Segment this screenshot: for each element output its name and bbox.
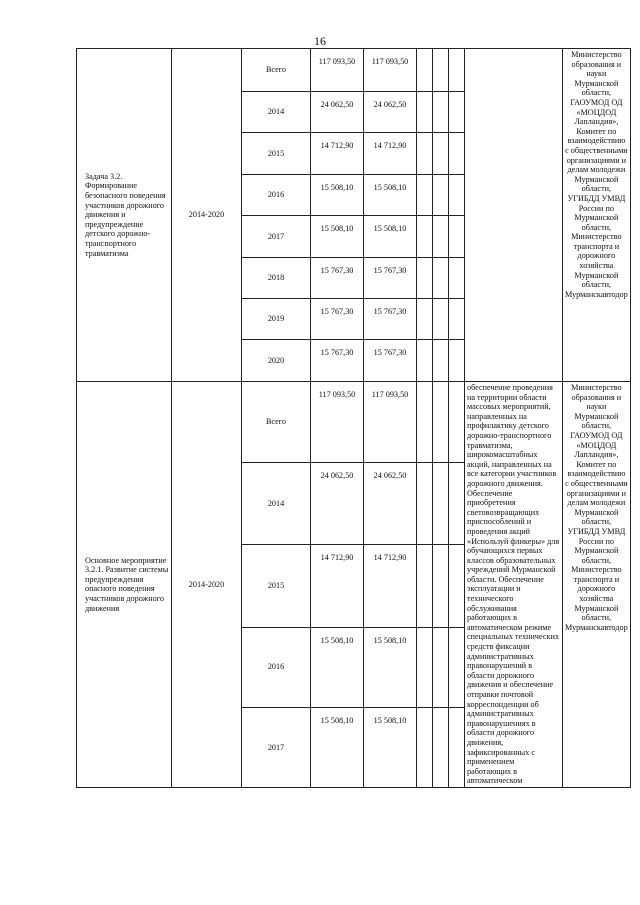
local-budget-cell (433, 463, 449, 544)
federal-budget-cell (417, 216, 433, 258)
regional-budget-cell: 15 767,30 (364, 258, 417, 299)
federal-budget-cell (417, 299, 433, 340)
total-cell: 24 062,50 (311, 92, 364, 133)
other-sources-cell (449, 340, 465, 382)
regional-budget-cell: 15 508,10 (364, 175, 417, 216)
total-cell: 117 093,50 (311, 49, 364, 92)
regional-budget-cell: 24 062,50 (364, 92, 417, 133)
federal-budget-cell (417, 463, 433, 544)
federal-budget-cell (417, 92, 433, 133)
local-budget-cell (433, 49, 449, 92)
total-cell: 15 508,10 (311, 707, 364, 787)
program-table (76, 48, 631, 788)
federal-budget-cell (417, 382, 433, 463)
local-budget-cell (433, 544, 449, 627)
result-description-cell (465, 49, 563, 382)
total-cell: 14 712,90 (311, 544, 364, 627)
other-sources-cell (449, 627, 465, 707)
total-cell: 15 767,30 (311, 340, 364, 382)
other-sources-cell (449, 92, 465, 133)
year-cell: 2015 (242, 133, 311, 175)
year-cell: 2016 (242, 175, 311, 216)
local-budget-cell (433, 299, 449, 340)
regional-budget-cell: 15 508,10 (364, 707, 417, 787)
total-cell: 117 093,50 (311, 382, 364, 463)
result-description-cell: обеспечение проведения на территории области массовых мероприятий, направленных на профилактику детского дорожно-транспортного травматизма, широкомасштабных акций, направленных на все категории участников дорожного движения. Обеспечение приобретения световозвращающих приспособлений и проведения акций «Используй фликеры» для обучающихся первых классов образовательных учреждений Мурманской области. Обеспечение эксплуатации и технического обслуживания работающих в автоматическом режиме специальных технических средств фиксации административных правонарушений в области дорожного движения и обеспечение отправки почтовой корреспонденции об административных правонарушениях в области дорожного движения, зафиксированных с применением работающих в автоматическом (465, 382, 563, 788)
local-budget-cell (433, 707, 449, 787)
other-sources-cell (449, 544, 465, 627)
other-sources-cell (449, 258, 465, 299)
regional-budget-cell: 15 767,30 (364, 299, 417, 340)
page-number: 16 (314, 34, 326, 48)
regional-budget-cell: 14 712,90 (364, 544, 417, 627)
other-sources-cell (449, 707, 465, 787)
regional-budget-cell: 24 062,50 (364, 463, 417, 544)
period-cell: 2014-2020 (172, 382, 242, 788)
year-cell: 2016 (242, 627, 311, 707)
year-cell: 2019 (242, 299, 311, 340)
local-budget-cell (433, 627, 449, 707)
total-cell: 15 767,30 (311, 258, 364, 299)
year-cell: 2014 (242, 463, 311, 544)
other-sources-cell (449, 216, 465, 258)
total-cell: 15 508,10 (311, 216, 364, 258)
period-cell: 2014-2020 (172, 49, 242, 382)
year-cell: 2017 (242, 707, 311, 787)
federal-budget-cell (417, 258, 433, 299)
executors-cell: Министерство образования и науки Мурманской области, ГАОУМОД ОД «МОЦДОД Лапландия», Комитет по взаимодействию с общественными организациями и делам молодежи Мурманской области, УГИБДД УМВД России по Мурманской области, Министерство транспорта и дорожного хозяйства Мурманской области, Мурманскавтодор (563, 49, 631, 382)
year-cell: 2015 (242, 544, 311, 627)
local-budget-cell (433, 133, 449, 175)
federal-budget-cell (417, 707, 433, 787)
year-cell: 2020 (242, 340, 311, 382)
other-sources-cell (449, 382, 465, 463)
regional-budget-cell: 15 508,10 (364, 627, 417, 707)
local-budget-cell (433, 92, 449, 133)
total-cell: 14 712,90 (311, 133, 364, 175)
regional-budget-cell: 117 093,50 (364, 49, 417, 92)
federal-budget-cell (417, 340, 433, 382)
other-sources-cell (449, 463, 465, 544)
other-sources-cell (449, 299, 465, 340)
total-cell: 15 508,10 (311, 627, 364, 707)
local-budget-cell (433, 216, 449, 258)
local-budget-cell (433, 382, 449, 463)
total-cell: 15 508,10 (311, 175, 364, 216)
year-cell: 2017 (242, 216, 311, 258)
task-name-cell: Основное мероприятие 3.2.1. Развитие системы предупреждения опасного поведения участников дорожного движения (77, 382, 172, 788)
total-cell: 15 767,30 (311, 299, 364, 340)
federal-budget-cell (417, 133, 433, 175)
year-cell: 2018 (242, 258, 311, 299)
total-cell: 24 062,50 (311, 463, 364, 544)
table-row (77, 49, 631, 92)
other-sources-cell (449, 49, 465, 92)
other-sources-cell (449, 175, 465, 216)
federal-budget-cell (417, 544, 433, 627)
year-cell: 2014 (242, 92, 311, 133)
regional-budget-cell: 117 093,50 (364, 382, 417, 463)
local-budget-cell (433, 175, 449, 216)
regional-budget-cell: 15 767,30 (364, 340, 417, 382)
executors-cell: Министерство образования и науки Мурманской области, ГАОУМОД ОД «МОЦДОД Лапландия», Комитет по взаимодействию с общественными организациями и делам молодежи Мурманской области, УГИБДД УМВД России по Мурманской области, Министерство транспорта и дорожного хозяйства Мурманской области, Мурманскавтодор (563, 382, 631, 788)
local-budget-cell (433, 340, 449, 382)
year-cell: Всего (242, 49, 311, 92)
federal-budget-cell (417, 49, 433, 92)
federal-budget-cell (417, 627, 433, 707)
other-sources-cell (449, 133, 465, 175)
regional-budget-cell: 15 508,10 (364, 216, 417, 258)
task-name-cell: Задача 3.2. Формирование безопасного поведения участников дорожного движения и предупреждение детского дорожно-транспортного травматизма (77, 49, 172, 382)
local-budget-cell (433, 258, 449, 299)
federal-budget-cell (417, 175, 433, 216)
table-row (77, 382, 631, 463)
regional-budget-cell: 14 712,90 (364, 133, 417, 175)
year-cell: Всего (242, 382, 311, 463)
